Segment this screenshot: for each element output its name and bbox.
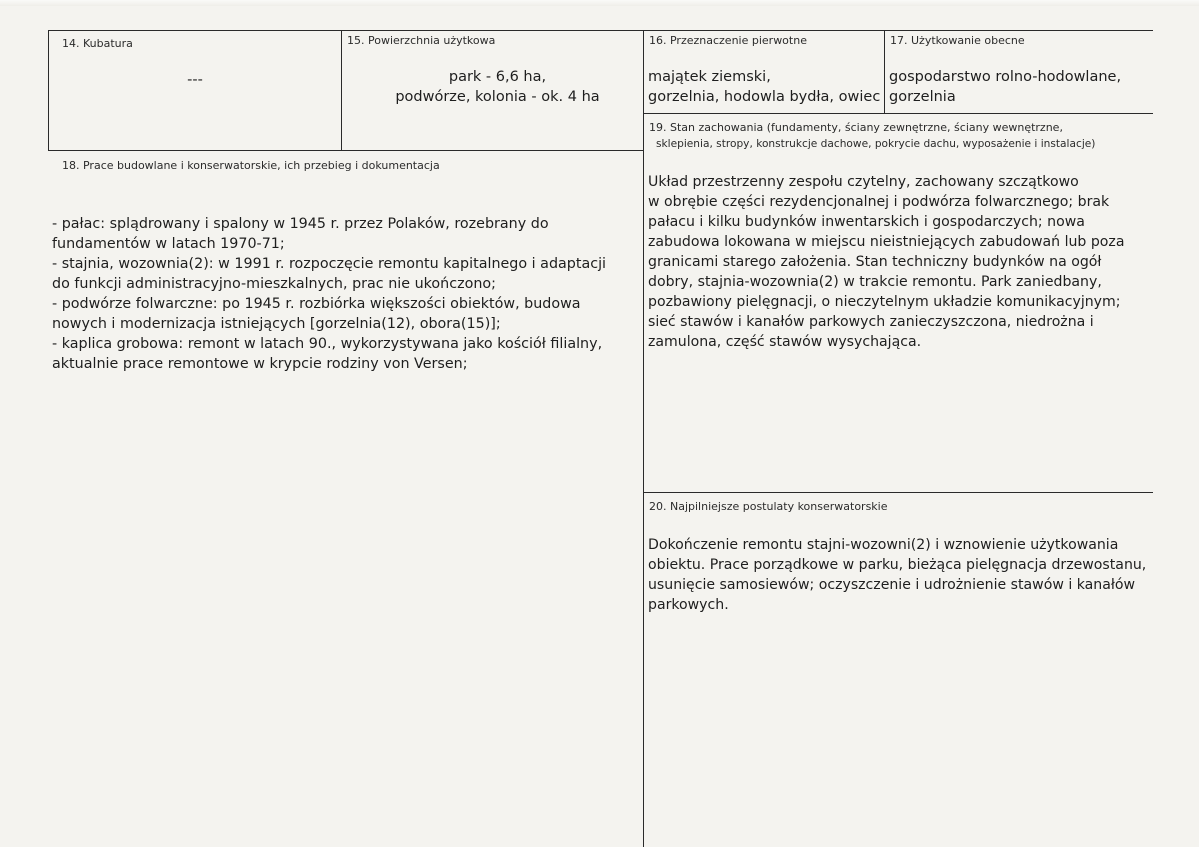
section-18-label: 18. Prace budowlane i konserwatorskie, ich przebieg i dokumentacja bbox=[62, 159, 440, 172]
divider-16-17 bbox=[884, 30, 885, 113]
divider-15-16 bbox=[643, 30, 644, 847]
section-20-label: 20. Najpilniejsze postulaty konserwatorskie bbox=[649, 500, 888, 513]
section-19-label-line2: sklepienia, stropy, konstrukcje dachowe, pokrycie dachu, wyposażenie i instalacje) bbox=[656, 138, 1096, 150]
section-16-value: majątek ziemski, gorzelnia, hodowla bydła, owiec bbox=[648, 69, 881, 105]
top-rule bbox=[48, 30, 1153, 31]
section-17-value: gospodarstwo rolno-hodowlane, gorzelnia bbox=[889, 69, 1122, 105]
section-16-label: 16. Przeznaczenie pierwotne bbox=[649, 34, 807, 47]
section-14-label: 14. Kubatura bbox=[62, 37, 133, 50]
section-18-value: - pałac: splądrowany i spalony w 1945 r. przez Polaków, rozebrany do fundamentów w latach 1970-71; - stajnia, wozownia(2): w 1991 r. rozpoczęcie remontu kapitalnego i adaptacji do funkcji administracyjno-mieszkalnych, prac nie ukończono; - podwórze folwarczne: po 1945 r. rozbiórka większości obiektów, budowa nowych i modernizacja istniejących [gorzelnia(12), obora(15)]; - kaplica grobowa: remont w latach 90., wykorzystywana jako kościół filialny, aktualnie prace remontowe w krypcie rodziny von Versen; bbox=[52, 216, 607, 372]
section-20-value: Dokończenie remontu stajni-wozowni(2) i wznowienie użytkowania obiektu. Prace porządkowe w parku, bieżąca pielęgnacja drzewostanu, usunięcie samosiewów; oczyszczenie i udrożnienie stawów i kanałów parkowych. bbox=[648, 537, 1147, 613]
section-19-value: Układ przestrzenny zespołu czytelny, zachowany szczątkowo w obrębie części rezydencjonalnej i podwórza folwarcznego; brak pałacu i kilku budynków inwentarskich i gospodarczych; nowa zabudowa lokowana w miejscu nieistniejących zabudowań lub poza granicami starego założenia. Stan techniczny budynków na ogół dobry, stajnia-wozownia(2) w trakcie remontu. Park zaniedbany, pozbawiony pielęgnacji, o nieczytelnym układzie komunikacyjnym; sieć stawów i kanałów parkowych zanieczyszczona, niedrożna i zamulona, część stawów wysychająca. bbox=[648, 174, 1125, 350]
section-14-value: --- bbox=[187, 72, 203, 88]
section-19-label-line1: 19. Stan zachowania (fundamenty, ściany zewnętrzne, ściany wewnętrzne, bbox=[649, 121, 1063, 134]
rule-above-18 bbox=[48, 150, 644, 151]
left-border bbox=[48, 30, 49, 150]
divider-14-15 bbox=[341, 30, 342, 150]
section-15-label: 15. Powierzchnia użytkowa bbox=[347, 34, 496, 47]
section-17-label: 17. Użytkowanie obecne bbox=[890, 34, 1025, 47]
rule-above-20 bbox=[643, 492, 1153, 493]
section-15-value: park - 6,6 ha, podwórze, kolonia - ok. 4 ha bbox=[395, 69, 600, 105]
rule-below-16-17 bbox=[643, 113, 1153, 114]
page-top-edge bbox=[0, 0, 1199, 6]
